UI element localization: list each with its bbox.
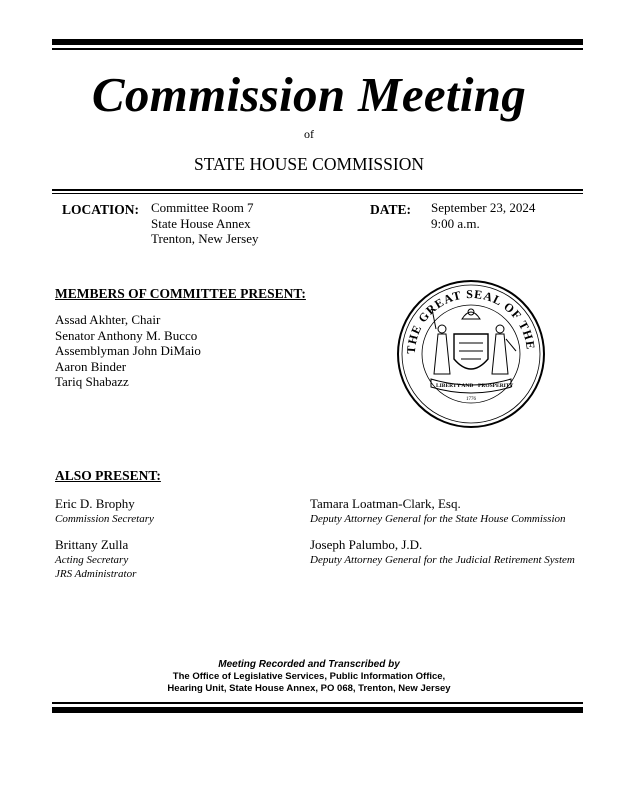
person-palumbo <box>310 537 575 567</box>
members-heading: MEMBERS OF COMMITTEE PRESENT: <box>55 286 306 301</box>
credit-line-2: The Office of Legislative Services, Public Information Office, <box>172 671 446 682</box>
member-name: Senator Anthony M. Bucco <box>55 327 198 343</box>
bottom-thin-rule <box>52 702 583 704</box>
member-name: Assemblyman John DiMaio <box>55 343 201 358</box>
location-line: Committee Room 7 <box>151 200 254 215</box>
date-lines <box>431 200 535 231</box>
person-title: Acting Secretary <box>55 553 129 566</box>
title-of: of <box>304 127 314 141</box>
top-thin-rule <box>52 48 583 50</box>
person-name: Eric D. Brophy <box>55 496 135 511</box>
also-present-heading: ALSO PRESENT: <box>55 468 161 483</box>
person-title: Commission Secretary <box>55 512 154 525</box>
member-name: Tariq Shabazz <box>55 374 129 389</box>
transcription-credit <box>0 659 618 695</box>
location-lines <box>151 200 258 247</box>
date-line: 9:00 a.m. <box>431 215 480 231</box>
person-name: Tamara Loatman-Clark, Esq. <box>310 496 461 511</box>
credit-line-1: Meeting Recorded and Transcribed by <box>218 659 400 670</box>
nj-state-seal <box>396 279 546 429</box>
person-name: Brittany Zulla <box>55 537 129 552</box>
top-thick-rule <box>52 39 583 45</box>
seal-ring-text: THE GREAT SEAL OF THE <box>403 286 538 355</box>
person-brophy <box>55 496 154 526</box>
members-list <box>55 312 201 390</box>
date-label: DATE: <box>370 202 412 217</box>
person-title: JRS Administrator <box>55 567 137 580</box>
person-name: Joseph Palumbo, J.D. <box>310 537 423 552</box>
location-line: Trenton, New Jersey <box>151 231 259 246</box>
header-rule-1 <box>52 189 583 191</box>
person-title: Deputy Attorney General for the Judicial Retirement System <box>310 553 575 566</box>
seal-ribbon-left: LIBERTY AND <box>436 383 474 389</box>
person-zulla <box>55 537 136 581</box>
document-title: Commission Meeting <box>91 67 527 122</box>
seal-graphic <box>396 279 546 429</box>
date-line: September 23, 2024 <box>431 200 536 215</box>
seal-year: 1776 <box>466 397 476 402</box>
person-title: Deputy Attorney General for the State House Commission <box>310 512 566 525</box>
credit-line-3: Hearing Unit, State House Annex, PO 068, Trenton, New Jersey <box>167 683 451 694</box>
location-line: State House Annex <box>151 215 251 231</box>
organization-name: STATE HOUSE COMMISSION <box>193 154 424 174</box>
bottom-thick-rule <box>52 707 583 713</box>
header-rule-2 <box>52 193 583 194</box>
location-label: LOCATION: <box>62 202 140 217</box>
member-name: Assad Akhter, Chair <box>55 312 161 327</box>
person-loatman-clark <box>310 496 566 526</box>
member-name: Aaron Binder <box>55 358 127 374</box>
seal-ribbon-right: PROSPERITY <box>478 383 514 389</box>
